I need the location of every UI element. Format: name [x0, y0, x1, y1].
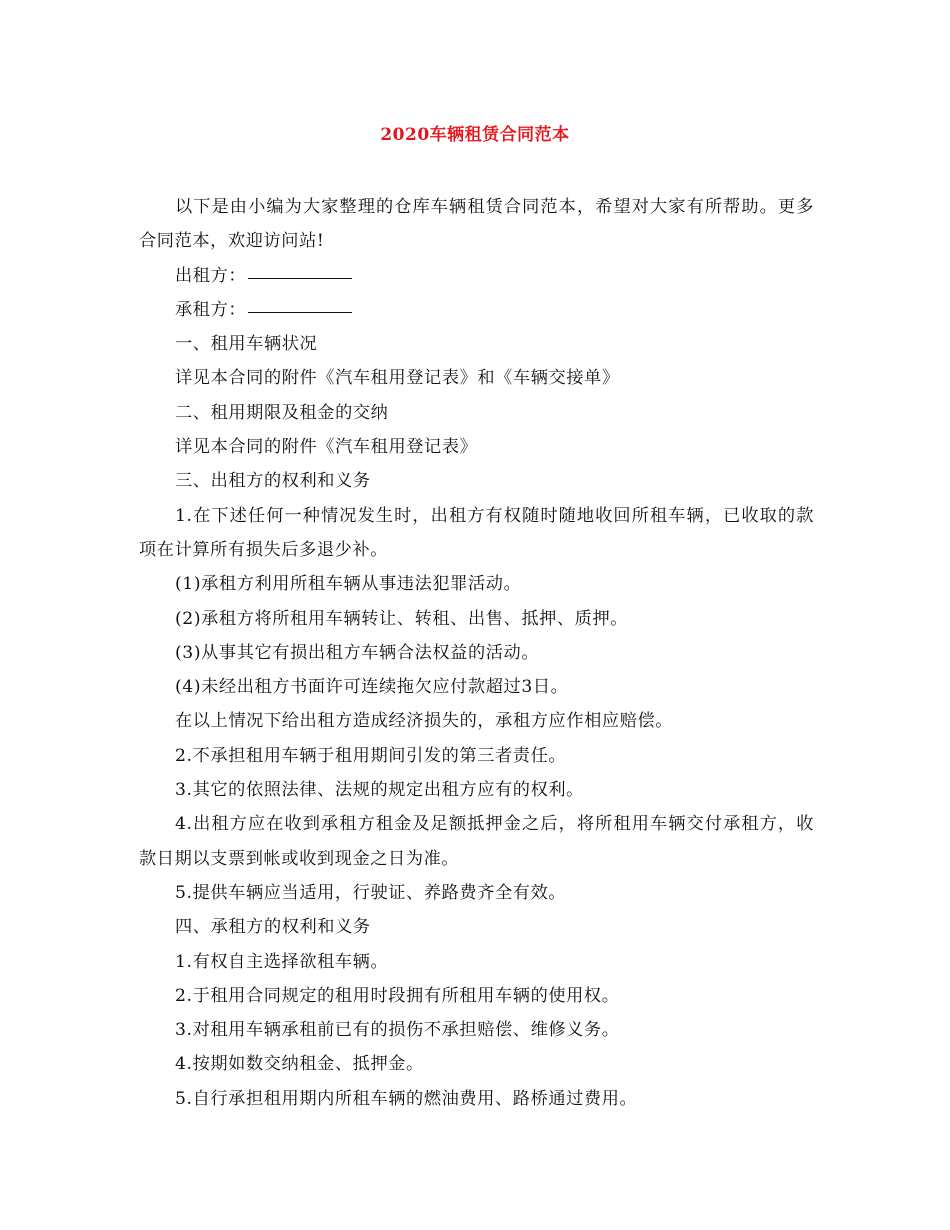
paragraph: 3.对租用车辆承租前已有的损伤不承担赔偿、维修义务。 [175, 1020, 620, 1041]
paragraph: 3.其它的依照法律、法规的规定出租方应有的权利。 [175, 780, 584, 801]
lessor-line [139, 259, 814, 293]
paragraph: 2.于租用合同规定的租用时段拥有所租用车辆的使用权。 [175, 985, 620, 1006]
paragraph: (4)未经出租方书面许可连续拖欠应付款超过3日。 [175, 677, 569, 698]
paragraph: 5.自行承担租用期内所租车辆的燃油费用、路桥通过费用。 [175, 1088, 638, 1109]
paragraph: 一、租用车辆状况 [175, 334, 318, 355]
paragraph: 详见本合同的附件《汽车租用登记表》 [175, 437, 478, 458]
document-body [139, 190, 814, 1116]
paragraph: 在以上情况下给出租方造成经济损失的，承租方应作相应赔偿。 [175, 711, 674, 732]
lessor-label: 出租方： [175, 265, 247, 286]
lessee-label: 承租方： [175, 299, 247, 320]
paragraph: 四、承租方的权利和义务 [175, 917, 371, 938]
paragraph: 1.有权自主选择欲租车辆。 [175, 951, 389, 972]
lessee-line [139, 293, 814, 327]
paragraph: (2)承租方将所租用车辆转让、转租、出售、抵押、质押。 [175, 608, 629, 629]
paragraph: 详见本合同的附件《汽车租用登记表》和《车辆交接单》 [175, 368, 620, 389]
paragraph: 2.不承担租用车辆于租用期间引发的第三者责任。 [175, 745, 567, 766]
lessor-blank [248, 260, 352, 279]
paragraph: 1.在下述任何一种情况发生时，出租方有权随时随地收回所租车辆，已收取的款项在计算所有损失后多退少补。 [139, 505, 814, 560]
paragraph: (1)承租方利用所租车辆从事违法犯罪活动。 [175, 574, 522, 595]
paragraph: 4.出租方应在收到承租方租金及足额抵押金之后，将所租用车辆交付承租方，收款日期以支票到帐或收到现金之日为准。 [139, 814, 814, 869]
intro-paragraph: 以下是由小编为大家整理的仓库车辆租赁合同范本，希望对大家有所帮助。更多合同范本，欢迎访问站! [139, 197, 814, 252]
paragraph: 4.按期如数交纳租金、抵押金。 [175, 1054, 424, 1075]
document-title: 2020车辆租赁合同范本 [380, 125, 570, 145]
lessee-blank [248, 294, 352, 313]
paragraph: 5.提供车辆应当适用，行驶证、养路费齐全有效。 [175, 882, 567, 903]
paragraph: (3)从事其它有损出租方车辆合法权益的活动。 [175, 642, 540, 663]
paragraph: 二、租用期限及租金的交纳 [175, 402, 389, 423]
paragraph: 三、出租方的权利和义务 [175, 471, 371, 492]
